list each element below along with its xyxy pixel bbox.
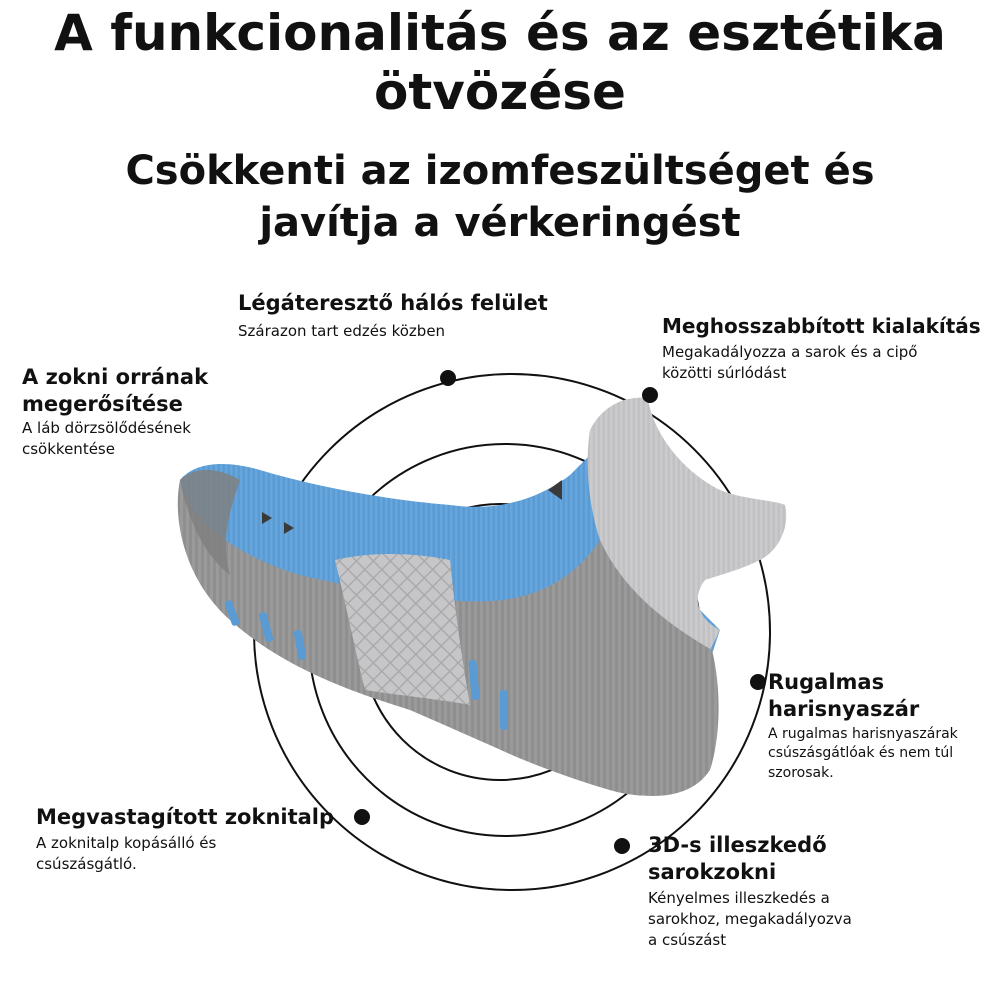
callout-desc-3: a csúszást bbox=[648, 930, 727, 949]
dot-breathable bbox=[440, 370, 456, 386]
callout-title-2: megerősítése bbox=[22, 391, 183, 416]
dot-extended bbox=[642, 387, 658, 403]
callout-title: Légáteresztő hálós felület bbox=[238, 291, 548, 315]
callout-desc-2: közötti súrlódást bbox=[662, 363, 787, 382]
callout-title-2: sarokzokni bbox=[648, 859, 777, 884]
callout-desc-1: Kényelmes illeszkedés a bbox=[648, 888, 830, 907]
subtitle-line-2: javítja a vérkeringést bbox=[259, 200, 741, 246]
callout-title-1: Rugalmas bbox=[768, 670, 885, 694]
sock-illustration bbox=[178, 398, 786, 796]
dot-elastic bbox=[750, 674, 766, 690]
callout-desc: Szárazon tart edzés közben bbox=[238, 321, 446, 340]
callout-title-1: A zokni orrának bbox=[22, 365, 209, 389]
callout-desc-2: csúszásgátló. bbox=[36, 854, 137, 873]
callout-desc-2: csökkentése bbox=[22, 439, 115, 458]
callout-desc-1: Megakadályozza a sarok és a cipő bbox=[662, 342, 918, 361]
callout-desc-2: sarokhoz, megakadályozva bbox=[648, 909, 852, 928]
callout-desc-1: A rugalmas harisnyaszárak bbox=[768, 725, 958, 742]
callout-sole bbox=[36, 804, 334, 875]
sole-stripe bbox=[500, 690, 508, 730]
callout-title: Megvastagított zoknitalp bbox=[36, 805, 335, 829]
subtitle-line-1: Csökkenti az izomfeszültséget és bbox=[125, 148, 875, 194]
callout-extended bbox=[662, 314, 981, 384]
callout-desc-2: csúszásgátlóak és nem túl bbox=[768, 745, 954, 762]
callout-heel bbox=[648, 832, 852, 951]
title-line-2: ötvözése bbox=[374, 63, 626, 121]
callout-elastic bbox=[768, 669, 958, 784]
dot-sole bbox=[354, 809, 370, 825]
callout-title-1: 3D-s illeszkedő bbox=[648, 833, 827, 857]
title-line-1: A funkcionalitás és az esztétika bbox=[54, 4, 946, 62]
callout-toe bbox=[22, 364, 208, 460]
callout-breathable bbox=[238, 290, 548, 342]
callout-desc-1: A zoknitalp kopásálló és bbox=[36, 833, 217, 852]
callout-desc-1: A láb dörzsölődésének bbox=[22, 418, 191, 437]
callout-desc-3: szorosak. bbox=[768, 764, 834, 781]
callout-title-2: harisnyaszár bbox=[768, 696, 920, 721]
dot-heel bbox=[614, 838, 630, 854]
callout-title: Meghosszabbított kialakítás bbox=[662, 314, 981, 338]
